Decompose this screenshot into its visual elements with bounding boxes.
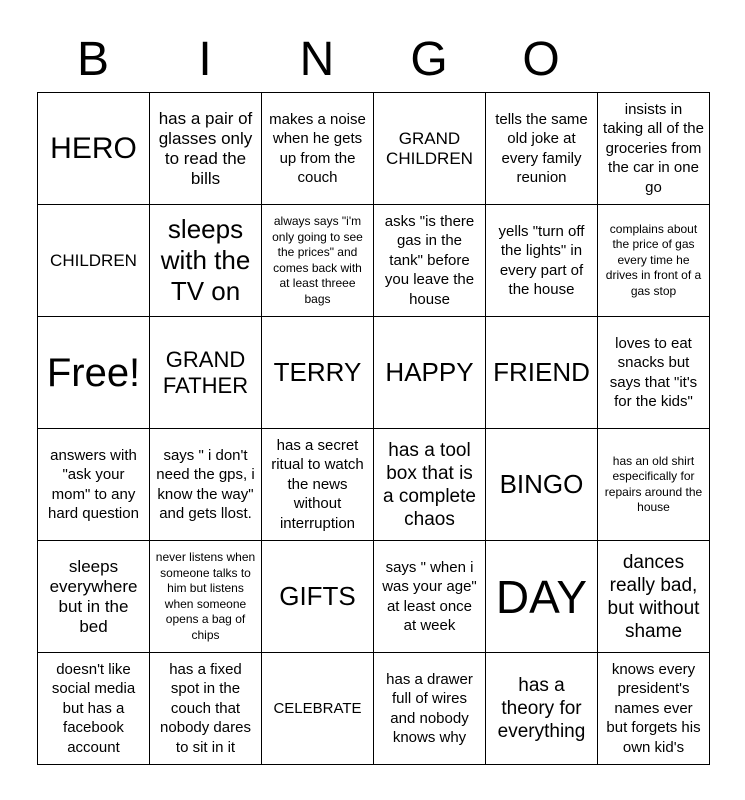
cell-text: makes a noise when he gets up from the couch <box>269 110 366 186</box>
cell-text: Free! <box>46 350 141 395</box>
cell-text: answers with "ask your mom" to any hard question <box>48 446 139 522</box>
cell-text: has a theory for everything <box>497 675 586 742</box>
bingo-cell[interactable] <box>374 205 486 317</box>
bingo-cell[interactable] <box>38 541 150 653</box>
cell-text: says " when i was your age" at least once at week <box>382 558 477 634</box>
cell-text: sleeps with the TV on <box>160 214 251 306</box>
cell-text: sleeps everywhere but in the bed <box>49 556 138 636</box>
bingo-cell[interactable] <box>38 317 150 429</box>
header-letter-n: N <box>299 33 335 86</box>
cell-text: says " i don't need the gps, i know the way" and gets llost. <box>156 446 255 522</box>
bingo-cell[interactable] <box>262 205 374 317</box>
bingo-cell[interactable] <box>38 93 150 205</box>
bingo-cell[interactable] <box>150 205 262 317</box>
cell-text: knows every president's names ever but forgets his own kid's <box>606 660 701 756</box>
cell-text: has a secret ritual to watch the news without interruption <box>271 436 364 532</box>
bingo-cell[interactable] <box>374 93 486 205</box>
cell-text: TERRY <box>273 357 362 387</box>
bingo-cell[interactable] <box>598 653 710 765</box>
cell-text: doesn't like social media but has a facebook account <box>51 660 136 756</box>
bingo-cell[interactable] <box>374 653 486 765</box>
cell-text: yells "turn off the lights" in every part of the house <box>498 222 585 298</box>
cell-text: DAY <box>495 570 588 623</box>
cell-text: GRAND CHILDREN <box>386 128 473 168</box>
cell-text: has an old shirt especifically for repairs around the house <box>604 453 703 514</box>
cell-text: HERO <box>50 131 137 165</box>
cell-text: CELEBRATE <box>273 699 362 717</box>
bingo-cell[interactable] <box>598 93 710 205</box>
cell-text: GIFTS <box>279 581 356 611</box>
header-letter-o: O <box>522 33 560 86</box>
bingo-cell[interactable] <box>486 205 598 317</box>
cell-text: has a fixed spot in the couch that nobody dares to sit in it <box>160 660 251 756</box>
bingo-header <box>37 28 709 92</box>
bingo-cell[interactable] <box>150 93 262 205</box>
cell-text: never listens when someone talks to him but listens when someone opens a bag of chips <box>155 550 256 642</box>
cell-text: FRIEND <box>493 357 590 387</box>
bingo-cell[interactable] <box>38 205 150 317</box>
bingo-cell[interactable] <box>150 317 262 429</box>
bingo-cell[interactable] <box>486 317 598 429</box>
bingo-cell[interactable] <box>486 429 598 541</box>
bingo-cell[interactable] <box>598 317 710 429</box>
bingo-cell[interactable] <box>38 429 150 541</box>
cell-text: HAPPY <box>385 357 474 387</box>
cell-text: BINGO <box>499 469 584 499</box>
bingo-cell[interactable] <box>262 653 374 765</box>
cell-text: complains about the price of gas every time he drives in front of a gas stop <box>605 221 702 298</box>
cell-text: loves to eat snacks but says that "it's for the kids" <box>609 334 698 410</box>
bingo-card-grid <box>37 92 710 765</box>
bingo-cell[interactable] <box>150 429 262 541</box>
cell-text: has a pair of glasses only to read the bills <box>158 108 253 188</box>
header-letter-b: B <box>76 33 109 86</box>
cell-text: insists in taking all of the groceries from the car in one go <box>603 100 704 196</box>
cell-text: asks "is there gas in the tank" before you leave the house <box>384 212 475 308</box>
bingo-cell[interactable] <box>598 541 710 653</box>
bingo-cell[interactable] <box>374 429 486 541</box>
bingo-cell[interactable] <box>374 317 486 429</box>
bingo-cell[interactable] <box>486 541 598 653</box>
bingo-cell[interactable] <box>374 541 486 653</box>
header-letter-g: G <box>410 33 448 86</box>
bingo-cell[interactable] <box>486 653 598 765</box>
cell-text: always says "i'm only going to see the prices" and comes back with at least threee bags <box>272 214 363 306</box>
bingo-cell[interactable] <box>150 653 262 765</box>
bingo-cell[interactable] <box>598 429 710 541</box>
bingo-cell[interactable] <box>262 317 374 429</box>
bingo-cell[interactable] <box>262 93 374 205</box>
bingo-cell[interactable] <box>150 541 262 653</box>
bingo-cell[interactable] <box>38 653 150 765</box>
bingo-cell[interactable] <box>486 93 598 205</box>
cell-text: dances really bad, but without shame <box>607 551 700 642</box>
cell-text: has a tool box that is a complete chaos <box>383 439 476 530</box>
bingo-cell[interactable] <box>262 541 374 653</box>
bingo-cell[interactable] <box>262 429 374 541</box>
cell-text: CHILDREN <box>50 250 137 270</box>
cell-text: has a drawer full of wires and nobody knows why <box>386 670 473 746</box>
cell-text: tells the same old joke at every family reunion <box>495 110 588 186</box>
cell-text: GRAND FATHER <box>162 346 249 398</box>
bingo-cell[interactable] <box>598 205 710 317</box>
header-letter-i: I <box>198 33 212 86</box>
